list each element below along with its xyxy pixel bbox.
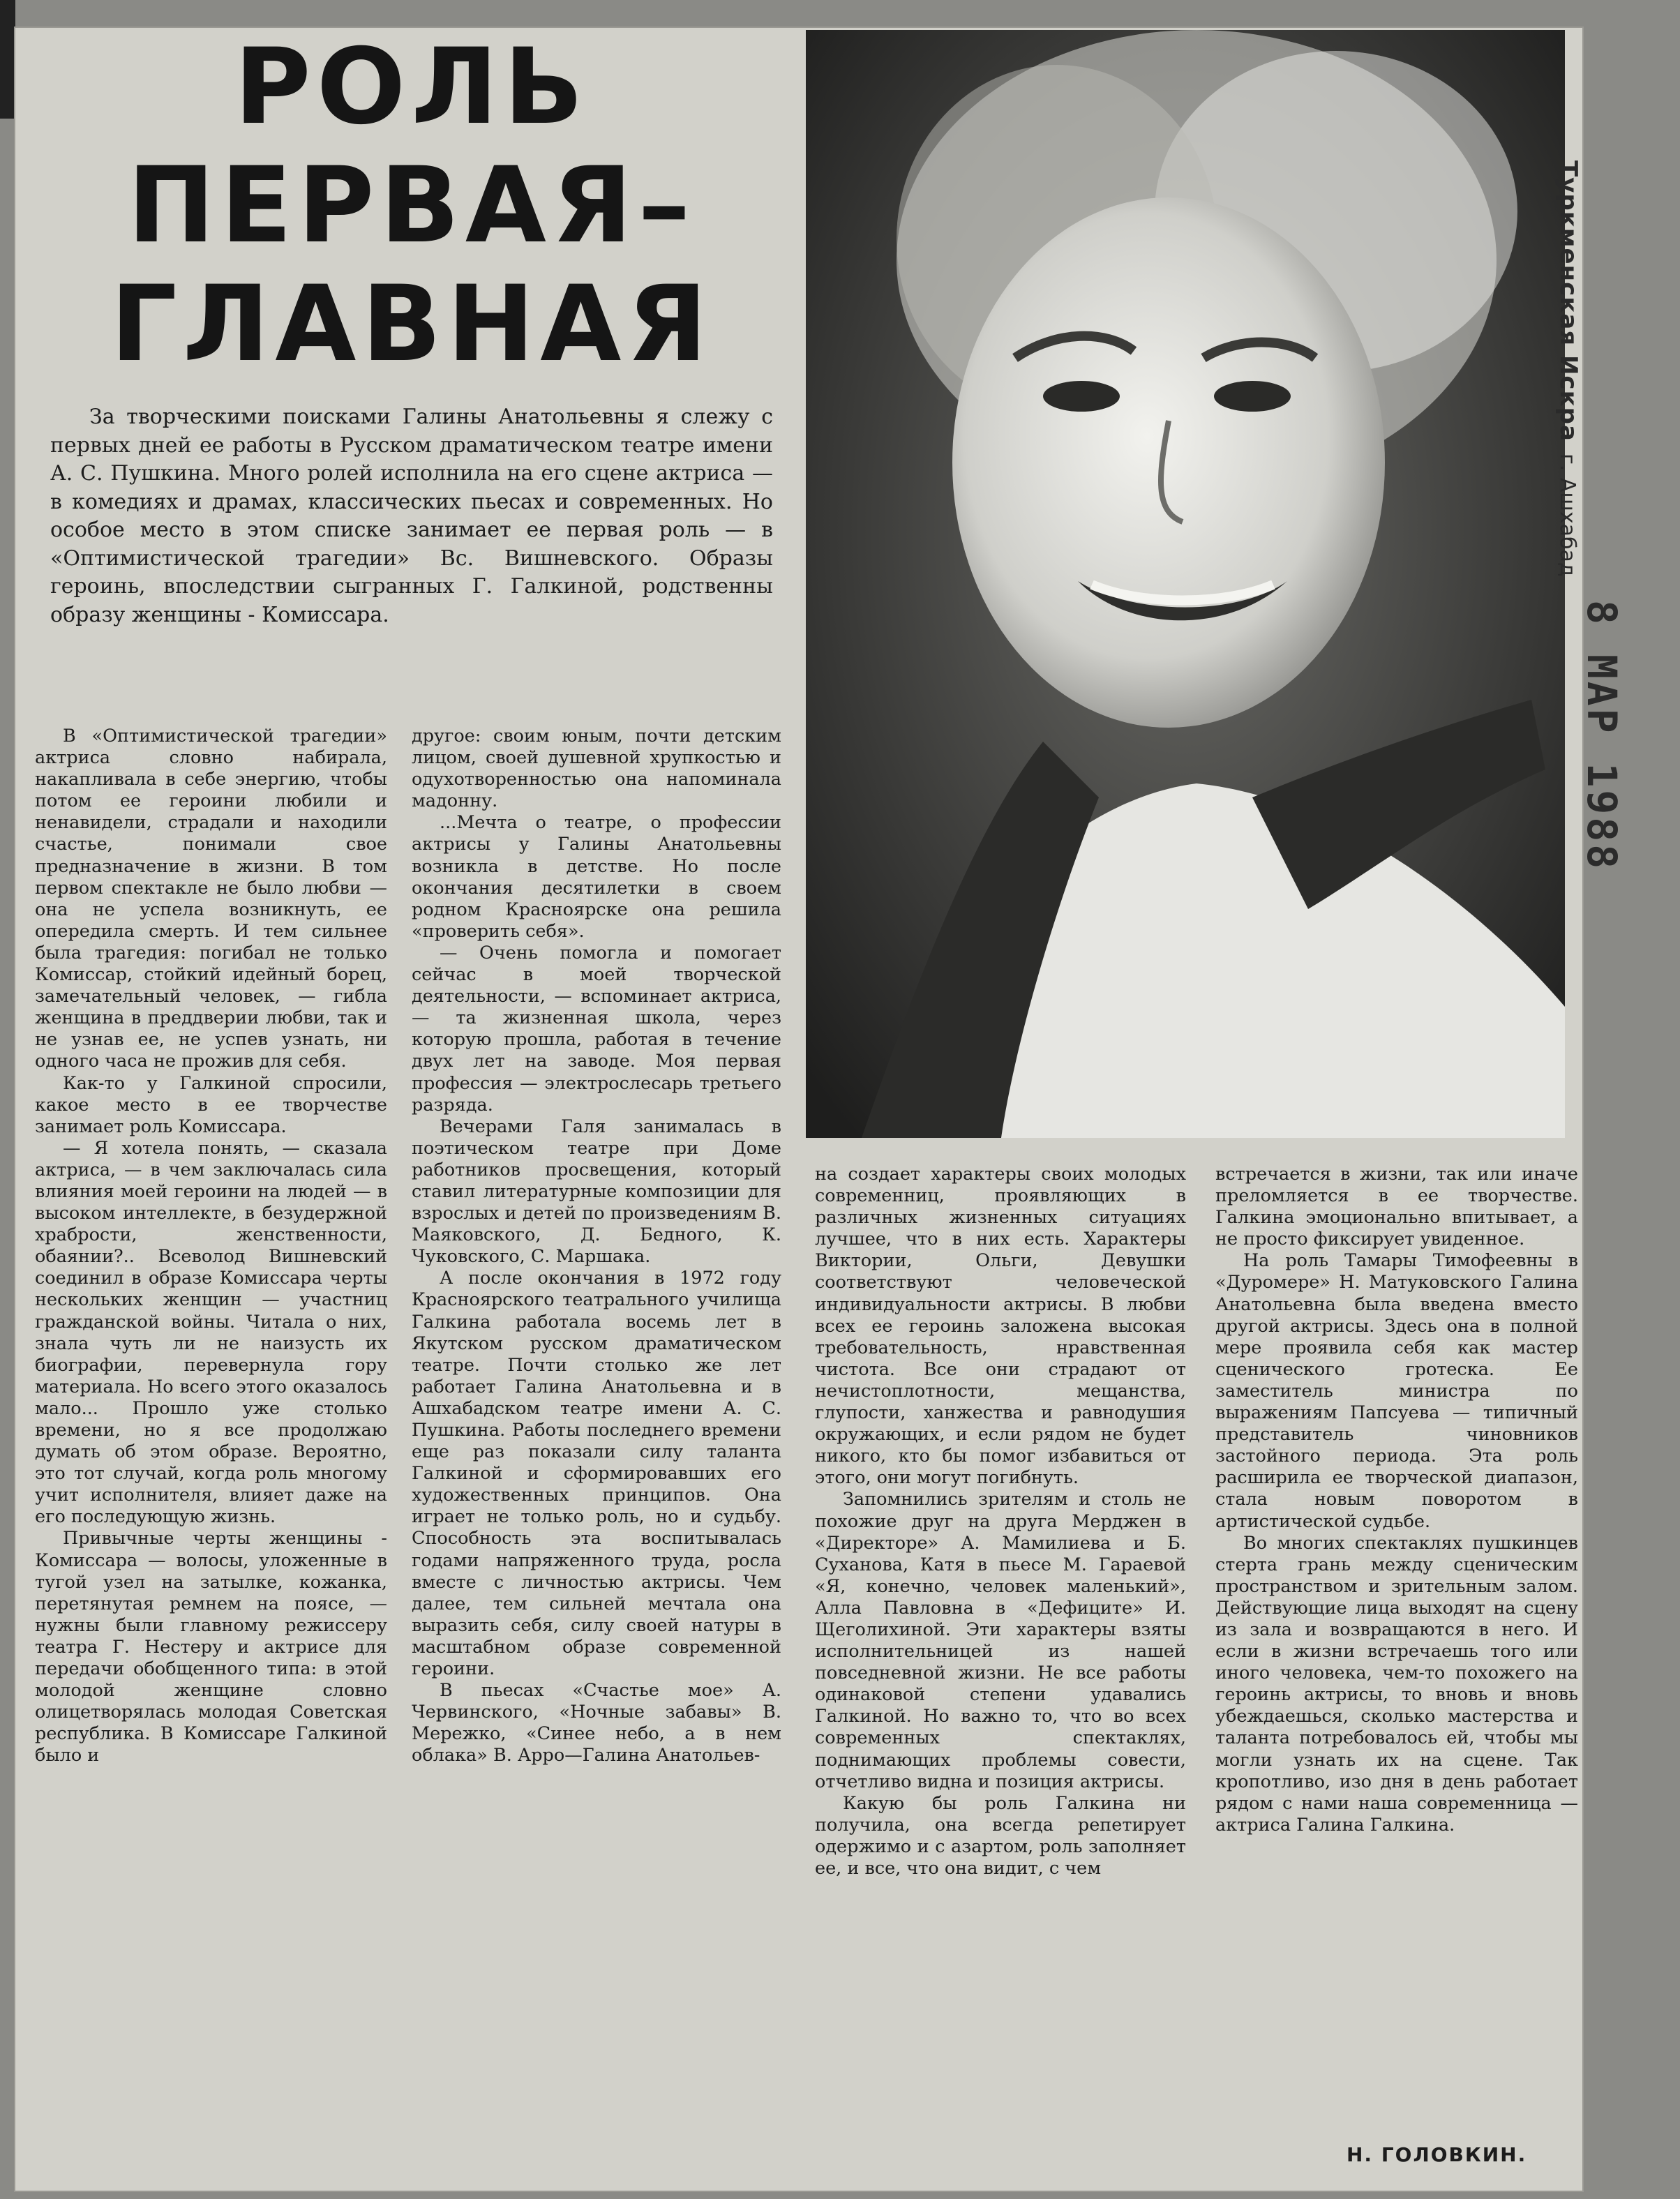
paragraph: ...Мечта о театре, о профессии актрисы у Галины Анатольевны возникла в детстве. Но после окончания десятилетки в своем родном Красноярске она решила «проверить себя».	[412, 812, 781, 942]
paragraph: Вечерами Галя занималась в поэтическом театре при Доме работников просвещения, который ставил литературные композиции для взрослых и детей по произведениям В. Маяковского, Д. Бедного, К. Чуковского, С. Маршака.	[412, 1116, 781, 1268]
paragraph: другое: своим юным, почти детским лицом, своей душевной хрупкостью и одухотворенностью она напоминала мадонну.	[412, 726, 781, 812]
article-headline	[42, 28, 781, 384]
article-column-3	[815, 1164, 1186, 1879]
paragraph: На роль Тамары Тимофеевны в «Дуромере» Н. Матуковского Галина Анатольевна была введена вместо другой актрисы. Здесь она в полной мере проявила себя как мастер сценического гротеска. Ее заместитель министра по выражениям Папсуева — типичный представитель чиновников застойного периода. Эта роль расширила ее творческой диапазон, стала новым поворотом в артистической судьбе.	[1215, 1250, 1578, 1532]
paragraph: — Очень помогла и помогает сейчас в моей творческой деятельности, — вспоминает актриса, — та жизненная школа, через которую прошла, работая в течение двух лет на заводе. Моя первая профессия — электрослесарь третьего разряда.	[412, 942, 781, 1116]
paragraph: Привычные черты женщины - Комиссара — волосы, уложенные в тугой узел на затылке, кожанка, перетянутая ремнем на поясе, — нужны были главному режиссеру театра Г. Нестеру и актрисе для передачи обобщенного типа: в этой молодой женщине словно олицетворялась молодая Советская республика. В Комиссаре Галкиной было и	[35, 1528, 387, 1766]
headline-line: ПЕРВАЯ–	[127, 145, 696, 267]
paragraph: Запомнились зрителям и столь не похожие друг на друга Мерджен в «Директоре» А. Мамилиева и Б. Суханова, Катя в пьесе М. Гараевой «Я, конечно, человек маленький», Алла Павловна в «Дефиците» И. Щеголихиной. Эти характеры взяты исполнительницей из нашей повседневной жизни. Не все работы одинаковой степени удавались Галкиной. Но важно то, что во всех современных спектаклях, поднимающих проблемы совести, отчетливо видна и позиция актрисы.	[815, 1489, 1186, 1792]
scan-edge	[0, 0, 15, 119]
article-lead: За творческими поисками Галины Анатольевны я слежу с первых дней ее работы в Русском драматическом театре имени А. С. Пушкина. Много ролей исполнила на его сцене актриса — в комедиях и драмах, классических пьесах и современных. Но особое место в этом списке занимает ее первая роль — в «Оптимистической трагедии» Вс. Вишневского. Образы героинь, впоследствии сыгранных Г. Галкиной, родственны образу женщины - Комиссара.	[50, 405, 773, 627]
author-signature: Н. ГОЛОВКИН.	[1347, 2143, 1527, 2166]
paragraph: на создает характеры своих молодых современниц, проявляющих в различных жизненных ситуациях лучшее, что в них есть. Характеры Виктории, Ольги, Девушки соответствуют человеческой индивидуальности актрисы. В любви всех ее героинь заложена высокая требовательность, нравственная чистота. Все они страдают от нечистоплотности, мещанства, глупости, ханжества и равнодушия окружающих, и если рядом не будет никого, кто бы помог избавиться от этого, они могут погибнуть.	[815, 1164, 1186, 1489]
paragraph: А после окончания в 1972 году Красноярского театрального училища Галкина работала восемь лет в Якутском русском драматическом театре. Почти столько же лет работает Галина Анатольевна и в Ашхабадском театре имени А. С. Пушкина. Работы последнего времени еще раз показали силу таланта Галкиной и сформировавших его художественных принципов. Она играет не только роль, но и судьбу. Способность эта воспитывалась годами напряженного труда, росла вместе с личностью актрисы. Чем далее, тем сильней мечтала она выразить себя, силу своей натуры в масштабном образе современной героини.	[412, 1268, 781, 1680]
paragraph: — Я хотела понять, — сказала актриса, — в чем заключалась сила влияния моей героини на людей — в высоком интеллекте, в безудержной храбрости, женственности, обаянии?.. Всеволод Вишневский соединил в образе Комиссара черты нескольких женщин — участниц гражданской войны. Читала о них, знала чуть ли не наизусть их биографии, перевернула гору материала. Но всего этого оказалось мало... Прошло уже столько времени, но я все продолжаю думать об этом образе. Вероятно, это тот случай, когда роль многому учит исполнителя, влияет даже на его последующую жизнь.	[35, 1137, 387, 1528]
newspaper-city: г. Ашхабад	[1555, 453, 1580, 577]
paragraph: В «Оптимистической трагедии» актриса словно набирала, накапливала в себе энергию, чтобы потом ее героини любили и ненавидели, страдали и находили счастье, понимали свое предназначение в жизни. В том первом спектакле не было любви — она не успела возникнуть, ее опередила смерть. И тем сильнее была трагедия: погибал не только Комиссар, стойкий идейный борец, замечательный человек, — гибла женщина в преддверии любви, так и не узнав ее, не успев узнать, ни одного часа не прожив для себя.	[35, 726, 387, 1072]
actress-portrait-photo	[806, 30, 1565, 1138]
headline-line: ГЛАВНАЯ	[110, 264, 713, 385]
paragraph: Во многих спектаклях пушкинцев стерта грань между сценическим пространством и зрительным залом. Действующие лица выходят на сцену из зала и возвращаются в него. И если в жизни встречаешь того или иного человека, чем-то похожего на героинь актрисы, то вновь и вновь убеждаешься, сколько мастерства и таланта потребовалось ей, чтобы мы могли узнать их на сцене. Так кропотливо, изо дня в день работает рядом с нами наша современница — актриса Галина Галкина.	[1215, 1532, 1578, 1836]
paragraph: Как-то у Галкиной спросили, какое место в ее творчестве занимает роль Комиссара.	[35, 1072, 387, 1137]
article-column-2	[412, 726, 781, 1767]
paragraph: встречается в жизни, так или иначе преломляется в ее творчестве. Галкина эмоционально впитывает, а не просто фиксирует увиденное.	[1215, 1164, 1578, 1250]
article-column-1	[35, 726, 387, 1767]
date-stamp: 8 МАР 1988	[1578, 600, 1626, 872]
newspaper-source-stamp	[1554, 160, 1582, 577]
portrait-image	[806, 30, 1565, 1138]
paragraph: В пьесах «Счастье мое» А. Червинского, «Ночные забавы» В. Мережко, «Синее небо, а в нем облака» В. Арро—Галина Анатольев-	[412, 1680, 781, 1766]
newspaper-name: Туркменская Искра	[1554, 160, 1582, 442]
headline-line: РОЛЬ	[234, 27, 590, 148]
article-column-4	[1215, 1164, 1578, 1836]
paragraph: Какую бы роль Галкина ни получила, она всегда репетирует одержимо и с азартом, роль заполняет ее, и все, что она видит, с чем	[815, 1792, 1186, 1879]
